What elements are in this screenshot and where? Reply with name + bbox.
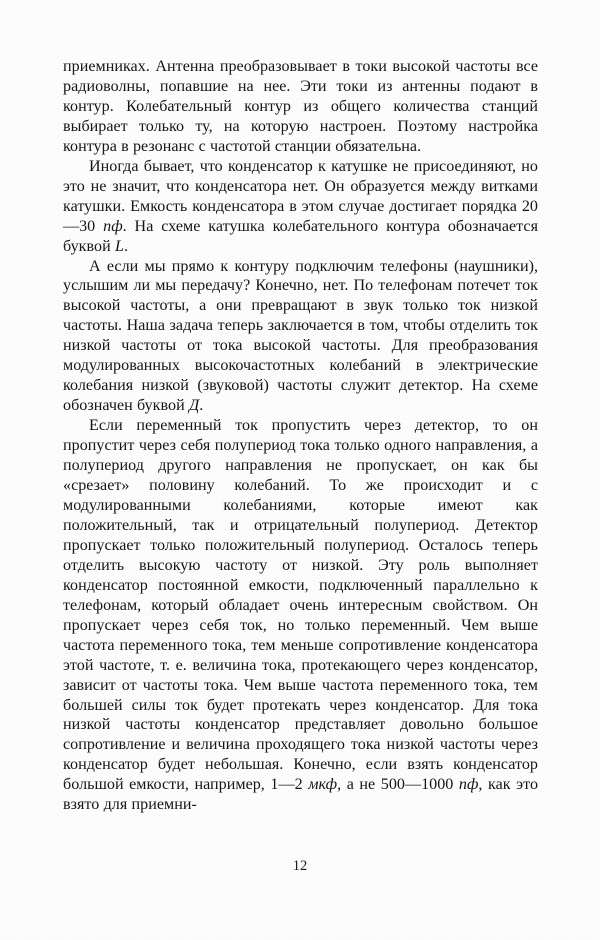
paragraph-1: приемниках. Антенна преобразовывает в токи высокой частоты все радиоволны, попавшие на нее. Эти токи из антенны подают в контур. Колебательный контур из общего количества станций выбирает только ту, на которую настроен. Поэтому настройка контура в резонанс с частотой станции обязательна. (63, 58, 538, 155)
paragraph-4-text-c: , как это взято для приемни- (63, 776, 539, 814)
paragraph-4 (63, 416, 538, 815)
paragraph-2 (63, 157, 538, 257)
paragraph-2-text-b: . На схеме катушка колебательного контура обозначается буквой (63, 217, 538, 255)
symbol-coil-L-italic: L (114, 237, 124, 255)
paragraph-3 (63, 257, 538, 417)
unit-microfarad-italic: мкф (308, 776, 338, 794)
page-number: 12 (292, 858, 308, 874)
paragraph-4-text-a: Если переменный ток пропустить через детектор, то он пропустит через себя полупериод тока только одного направления, а полупериод другого направления не пропускает, он как бы «срезает» половину колебаний. То же происходит и с модулированными колебаниями, которые имеют как положительный, так и отрицательный полупериод. Детектор пропускает только положительный полупериод. Осталось теперь отделить высокую частоту от низкой. Эту роль выполняет конденсатор постоянной емкости, подключенный параллельно к телефонам, который обладает очень интересным свойством. Он пропускает через себя ток, но только переменный. Чем выше частота переменного тока, тем меньше сопротивление конденсатора этой частоте, т. е. величина тока, протекающего через конденсатор, зависит от частоты тока. Чем выше частота переменного тока, тем большей силы ток будет протекать через конденсатор. Для тока низкой частоты конденсатор представляет довольно большое сопротивление и величина проходящего тока низкой частоты через конденсатор будет небольшая. Конечно, если взять конденсатор большой емкости, например, 1—2 (63, 417, 538, 794)
paragraph-4-text-b: , а не 500—1000 (337, 776, 459, 794)
paragraph-3-text-a: А если мы прямо к контуру подключим телефоны (наушники), услышим ли мы передачу? Конечно, нет. По телефонам потечет ток высокой частоты, а они превращают в звук только ток низкой частоты. Наша задача теперь заключается в том, чтобы отделить ток низкой частоты от тока высокой частоты. Для преобразования модулированных высокочастотных колебаний в электрические колебания низкой (звуковой) частоты служит детектор. На схеме обозначен буквой (63, 257, 538, 415)
paragraph-2-text-a: Иногда бывает, что конденсатор к катушке не присоединяют, но это не значит, что конденсатора нет. Он образуется между витками катушки. Емкость конденсатора в этом случае достигает порядка 20—30 (63, 157, 538, 235)
paragraph-3-text-b: . (199, 397, 204, 415)
symbol-detector-D-italic: Д (188, 397, 200, 415)
page-text-block (63, 57, 538, 815)
paragraph-2-text-c: . (123, 237, 128, 255)
unit-picofarad-italic: пф (103, 217, 123, 235)
unit-picofarad-italic-2: пф (458, 776, 479, 794)
